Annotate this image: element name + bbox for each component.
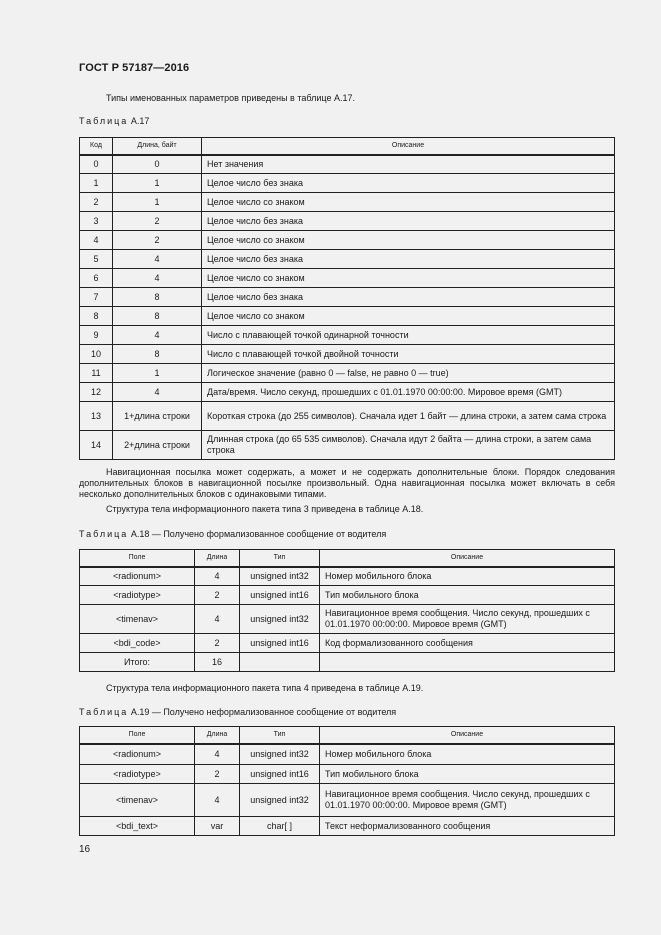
table-row: [80, 326, 615, 345]
table-cell: <radionum>: [80, 744, 195, 765]
table-cell: [320, 653, 615, 672]
col-header-type: Тип: [240, 727, 320, 744]
table-cell: Число с плавающей точкой одинарной точности: [202, 326, 615, 345]
table-a18-body: [80, 567, 615, 672]
table-cell: unsigned int32: [240, 567, 320, 586]
table-cell: 4: [80, 231, 113, 250]
table-cell: 8: [80, 307, 113, 326]
table-a19-body: [80, 744, 615, 836]
table-cell: Логическое значение (равно 0 — false, не равно 0 — true): [202, 364, 615, 383]
table-row: [80, 383, 615, 402]
page-number: 16: [79, 844, 91, 855]
table-cell: Навигационное время сообщения. Число секунд, прошедших с 01.01.1970 00:00:00. Мировое время (GMT): [320, 605, 615, 634]
table-cell: [240, 653, 320, 672]
paragraph-type4: Структура тела информационного пакета типа 4 приведена в таблице А.19.: [106, 683, 424, 693]
table-cell: Короткая строка (до 255 символов). Сначала идет 1 байт — длина строки, а затем сама строка: [202, 402, 615, 431]
table-cell: 0: [80, 155, 113, 174]
table-cell: 16: [195, 653, 240, 672]
table-row: [80, 269, 615, 288]
table-cell: 11: [80, 364, 113, 383]
table-cell: unsigned int32: [240, 744, 320, 765]
table-cell: 2: [80, 193, 113, 212]
col-header-type: Тип: [240, 550, 320, 567]
table-row: [80, 784, 615, 817]
table-cell: Длинная строка (до 65 535 символов). Сначала идут 2 байта — длина строки, а затем сама строка: [202, 431, 615, 460]
caption-text: А.18 — Получено формализованное сообщение от водителя: [130, 529, 387, 539]
table-cell: unsigned int32: [240, 784, 320, 817]
table-cell: Целое число со знаком: [202, 231, 615, 250]
table-cell: 4: [195, 605, 240, 634]
table-cell: 4: [113, 250, 202, 269]
table-cell: 9: [80, 326, 113, 345]
table-cell: 4: [113, 326, 202, 345]
col-header-description: Описание: [320, 727, 615, 744]
table-cell: 1: [113, 193, 202, 212]
table-cell: 4: [195, 784, 240, 817]
table-row: [80, 231, 615, 250]
table-cell: Целое число без знака: [202, 288, 615, 307]
intro-paragraph: Типы именованных параметров приведены в таблице А.17.: [106, 93, 355, 103]
table-cell: unsigned int16: [240, 586, 320, 605]
table-cell: 13: [80, 402, 113, 431]
table-cell: <radiotype>: [80, 586, 195, 605]
table-row: [80, 307, 615, 326]
table-cell: Число с плавающей точкой двойной точности: [202, 345, 615, 364]
table-cell: 5: [80, 250, 113, 269]
table-cell: 1: [80, 174, 113, 193]
table-a19-caption: [79, 707, 396, 717]
table-cell: <radiotype>: [80, 765, 195, 784]
table-a18: [79, 549, 615, 672]
caption-text: А.19 — Получено неформализованное сообщение от водителя: [130, 707, 397, 717]
table-row: [80, 817, 615, 836]
table-cell: Код формализованного сообщения: [320, 634, 615, 653]
table-row: [80, 634, 615, 653]
table-cell: 2: [195, 765, 240, 784]
table-cell: <timenav>: [80, 784, 195, 817]
table-row: [80, 605, 615, 634]
table-row: [80, 212, 615, 231]
col-header-field: Поле: [80, 550, 195, 567]
table-row: [80, 402, 615, 431]
paragraph-type3: Структура тела информационного пакета типа 3 приведена в таблице А.18.: [106, 504, 424, 514]
col-header-description: Описание: [202, 138, 615, 155]
table-cell: Целое число без знака: [202, 212, 615, 231]
table-cell: 1: [113, 174, 202, 193]
table-row: [80, 653, 615, 672]
table-cell: Дата/время. Число секунд, прошедших с 01.01.1970 00:00:00. Мировое время (GMT): [202, 383, 615, 402]
table-cell: 10: [80, 345, 113, 364]
table-cell: Текст неформализованного сообщения: [320, 817, 615, 836]
table-row: [80, 155, 615, 174]
table-row: [80, 765, 615, 784]
col-header-length: Длина: [195, 550, 240, 567]
table-cell: 4: [113, 383, 202, 402]
table-cell: <bdi_code>: [80, 634, 195, 653]
table-cell: unsigned int16: [240, 765, 320, 784]
table-cell: 8: [113, 288, 202, 307]
table-cell: Целое число без знака: [202, 174, 615, 193]
table-cell: 1+длина строки: [113, 402, 202, 431]
paragraph-nav-packet: Навигационная посылка может содержать, а может и не содержать дополнительные блоки. Порядок следования дополнительных блоков в навигационной посылке произвольный. Одна навигационная посылка может включать в себя несколько дополнительных блоков с одинаковыми типами.: [79, 467, 615, 499]
table-cell: Целое число со знаком: [202, 193, 615, 212]
table-cell: 8: [113, 307, 202, 326]
table-cell: 7: [80, 288, 113, 307]
table-cell: <timenav>: [80, 605, 195, 634]
table-cell: 2: [195, 586, 240, 605]
table-row: [80, 744, 615, 765]
table-a18-caption: [79, 529, 386, 539]
table-cell: 8: [113, 345, 202, 364]
table-a17-caption: [79, 116, 149, 126]
table-row: [80, 345, 615, 364]
table-cell: Номер мобильного блока: [320, 744, 615, 765]
table-cell: 4: [195, 744, 240, 765]
table-cell: 12: [80, 383, 113, 402]
caption-number: А.17: [130, 116, 150, 126]
table-cell: Навигационное время сообщения. Число секунд, прошедших с 01.01.1970 00:00:00. Мировое время (GMT): [320, 784, 615, 817]
table-cell: 3: [80, 212, 113, 231]
table-row: [80, 250, 615, 269]
table-cell: 1: [113, 364, 202, 383]
col-header-length: Длина, байт: [113, 138, 202, 155]
table-cell: 6: [80, 269, 113, 288]
table-cell: Итого:: [80, 653, 195, 672]
col-header-code: Код: [80, 138, 113, 155]
table-row: [80, 364, 615, 383]
table-cell: <radionum>: [80, 567, 195, 586]
table-cell: Тип мобильного блока: [320, 765, 615, 784]
table-cell: Нет значения: [202, 155, 615, 174]
table-cell: Номер мобильного блока: [320, 567, 615, 586]
table-row: [80, 174, 615, 193]
table-cell: char[ ]: [240, 817, 320, 836]
table-a17-body: [80, 155, 615, 460]
table-cell: 2+длина строки: [113, 431, 202, 460]
table-row: [80, 193, 615, 212]
table-row: [80, 288, 615, 307]
table-cell: var: [195, 817, 240, 836]
col-header-description: Описание: [320, 550, 615, 567]
table-a17: [79, 137, 615, 460]
table-cell: 14: [80, 431, 113, 460]
table-cell: 4: [113, 269, 202, 288]
table-row: [80, 567, 615, 586]
table-cell: Целое число со знаком: [202, 269, 615, 288]
table-cell: unsigned int32: [240, 605, 320, 634]
table-cell: Тип мобильного блока: [320, 586, 615, 605]
caption-label: Таблица: [79, 707, 129, 717]
table-cell: Целое число без знака: [202, 250, 615, 269]
caption-label: Таблица: [79, 529, 129, 539]
table-cell: 0: [113, 155, 202, 174]
table-a19: [79, 726, 615, 836]
col-header-field: Поле: [80, 727, 195, 744]
table-cell: 4: [195, 567, 240, 586]
table-cell: unsigned int16: [240, 634, 320, 653]
table-row: [80, 586, 615, 605]
caption-label: Таблица: [79, 116, 129, 126]
col-header-length: Длина: [195, 727, 240, 744]
table-cell: 2: [195, 634, 240, 653]
table-row: [80, 431, 615, 460]
table-cell: Целое число со знаком: [202, 307, 615, 326]
table-cell: 2: [113, 231, 202, 250]
document-header: ГОСТ Р 57187—2016: [79, 62, 190, 74]
table-cell: <bdi_text>: [80, 817, 195, 836]
table-cell: 2: [113, 212, 202, 231]
